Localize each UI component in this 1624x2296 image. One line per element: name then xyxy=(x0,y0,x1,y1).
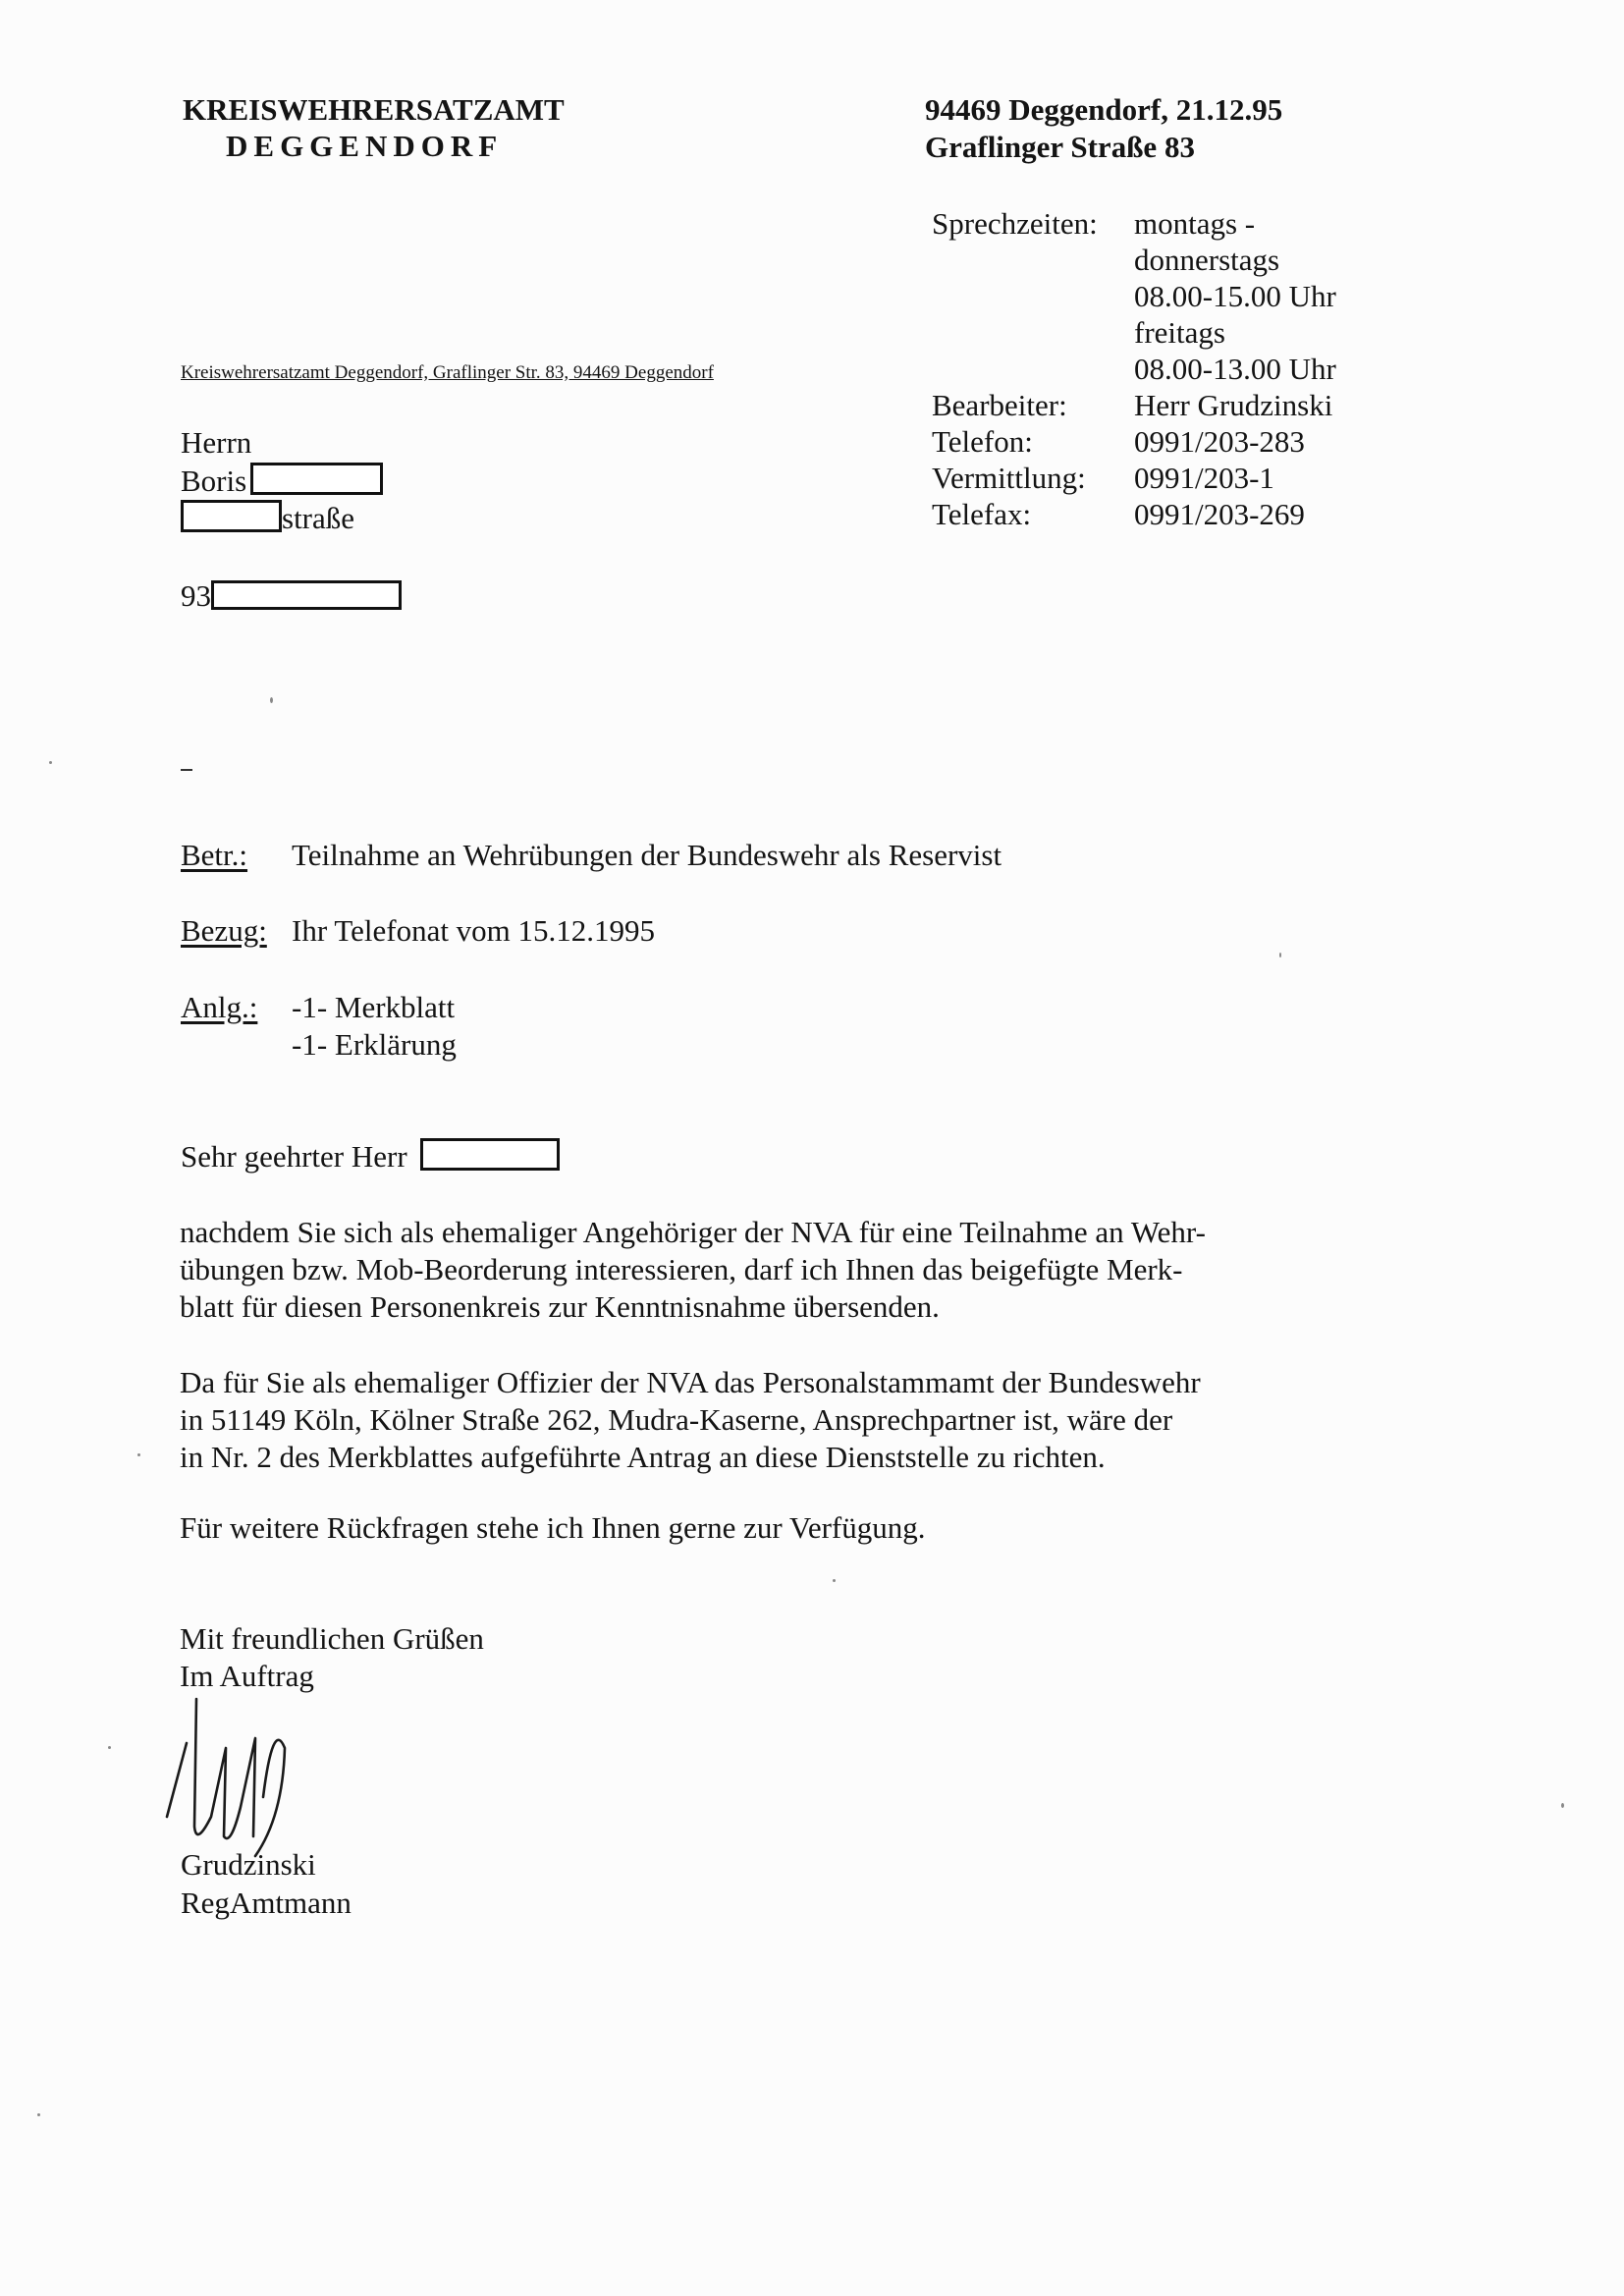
scan-speck xyxy=(270,697,273,703)
recipient-name-line xyxy=(181,463,383,499)
anlg-item: -1- Merkblatt xyxy=(292,990,456,1024)
paragraph-2 xyxy=(180,1364,1338,1476)
bezug-label: Bezug: xyxy=(181,913,267,948)
contact-label xyxy=(932,351,1134,387)
redaction-box xyxy=(250,463,383,495)
anlg-item: -1- Erklärung xyxy=(292,1027,457,1062)
contact-value: 08.00-15.00 Uhr xyxy=(1134,279,1336,313)
contact-label: Telefon: xyxy=(932,424,1033,459)
betr-text: Teilnahme an Wehrübungen der Bundeswehr als Reservist xyxy=(292,838,1002,872)
greeting-line xyxy=(181,1138,560,1175)
greeting: Sehr geehrter Herr xyxy=(181,1139,407,1174)
contact-table xyxy=(932,205,1336,532)
closing-im-auftrag: Im Auftrag xyxy=(180,1659,314,1693)
sender-city: DEGGENDORF xyxy=(226,129,504,163)
contact-label: Bearbeiter: xyxy=(932,388,1067,422)
contact-value: 0991/203-283 xyxy=(1134,424,1305,459)
recipient-zip-prefix: 93 xyxy=(181,578,211,613)
contact-value: 0991/203-1 xyxy=(1134,461,1274,495)
scan-speck xyxy=(1279,953,1281,957)
redaction-box xyxy=(420,1138,560,1171)
signer-title: RegAmtmann xyxy=(181,1886,352,1920)
closing-regards: Mit freundlichen Grüßen xyxy=(180,1621,484,1656)
scan-speck xyxy=(108,1746,111,1749)
contact-row xyxy=(932,205,1336,532)
paragraph-line: blatt für diesen Personenkreis zur Kenntnisnahme übersenden. xyxy=(180,1289,940,1324)
scan-speck xyxy=(833,1579,836,1582)
scan-speck xyxy=(49,761,52,764)
recipient-street-line xyxy=(181,500,354,536)
contact-label: Telefax: xyxy=(932,497,1032,531)
contact-value: Herr Grudzinski xyxy=(1134,388,1333,422)
contact-value: montags - xyxy=(1134,206,1256,241)
return-address: Kreiswehrersatzamt Deggendorf, Graflinger Str. 83, 94469 Deggendorf xyxy=(181,362,714,383)
paragraph-line: in Nr. 2 des Merkblattes aufgeführte Antrag an diese Dienststelle zu richten. xyxy=(180,1440,1106,1474)
paragraph-line: übungen bzw. Mob-Beorderung interessieren, darf ich Ihnen das beigefügte Merk- xyxy=(180,1252,1183,1286)
scan-speck xyxy=(137,1453,140,1456)
paragraph-line: Da für Sie als ehemaliger Offizier der NVA das Personalstammamt der Bundeswehr xyxy=(180,1365,1201,1399)
anlg-label: Anlg.: xyxy=(181,990,258,1024)
scan-speck xyxy=(37,2113,40,2116)
contact-label: Sprechzeiten: xyxy=(932,206,1098,241)
contact-value: 0991/203-269 xyxy=(1134,497,1305,531)
redaction-box xyxy=(211,580,402,610)
paragraph-1 xyxy=(180,1214,1338,1326)
recipient-first-name: Boris xyxy=(181,464,247,498)
paragraph-line: in 51149 Köln, Kölner Straße 262, Mudra-Kaserne, Ansprechpartner ist, wäre der xyxy=(180,1402,1173,1437)
place-date: 94469 Deggendorf, 21.12.95 xyxy=(925,92,1283,127)
contact-label xyxy=(932,242,1134,278)
contact-value: donnerstags xyxy=(1134,243,1280,277)
scan-speck xyxy=(1561,1803,1564,1808)
sender-name: KREISWEHRERSATZAMT xyxy=(183,92,565,127)
paragraph-3: Für weitere Rückfragen stehe ich Ihnen gerne zur Verfügung. xyxy=(180,1510,926,1545)
contact-label xyxy=(932,314,1134,351)
contact-label xyxy=(932,278,1134,314)
contact-label: Vermittlung: xyxy=(932,461,1086,495)
redaction-box xyxy=(181,500,282,532)
contact-value: 08.00-13.00 Uhr xyxy=(1134,352,1336,386)
bezug-text: Ihr Telefonat vom 15.12.1995 xyxy=(292,913,656,948)
recipient-zip-line xyxy=(181,578,402,614)
paragraph-line: nachdem Sie sich als ehemaliger Angehöriger der NVA für eine Teilnahme an Wehr- xyxy=(180,1215,1206,1249)
recipient-salutation: Herrn xyxy=(181,425,252,460)
contact-value: freitags xyxy=(1134,315,1225,350)
sender-street: Graflinger Straße 83 xyxy=(925,130,1195,164)
betr-label: Betr.: xyxy=(181,838,248,872)
recipient-street-suffix: straße xyxy=(282,501,355,535)
dash-mark xyxy=(181,769,192,771)
signer-name: Grudzinski xyxy=(181,1847,316,1882)
